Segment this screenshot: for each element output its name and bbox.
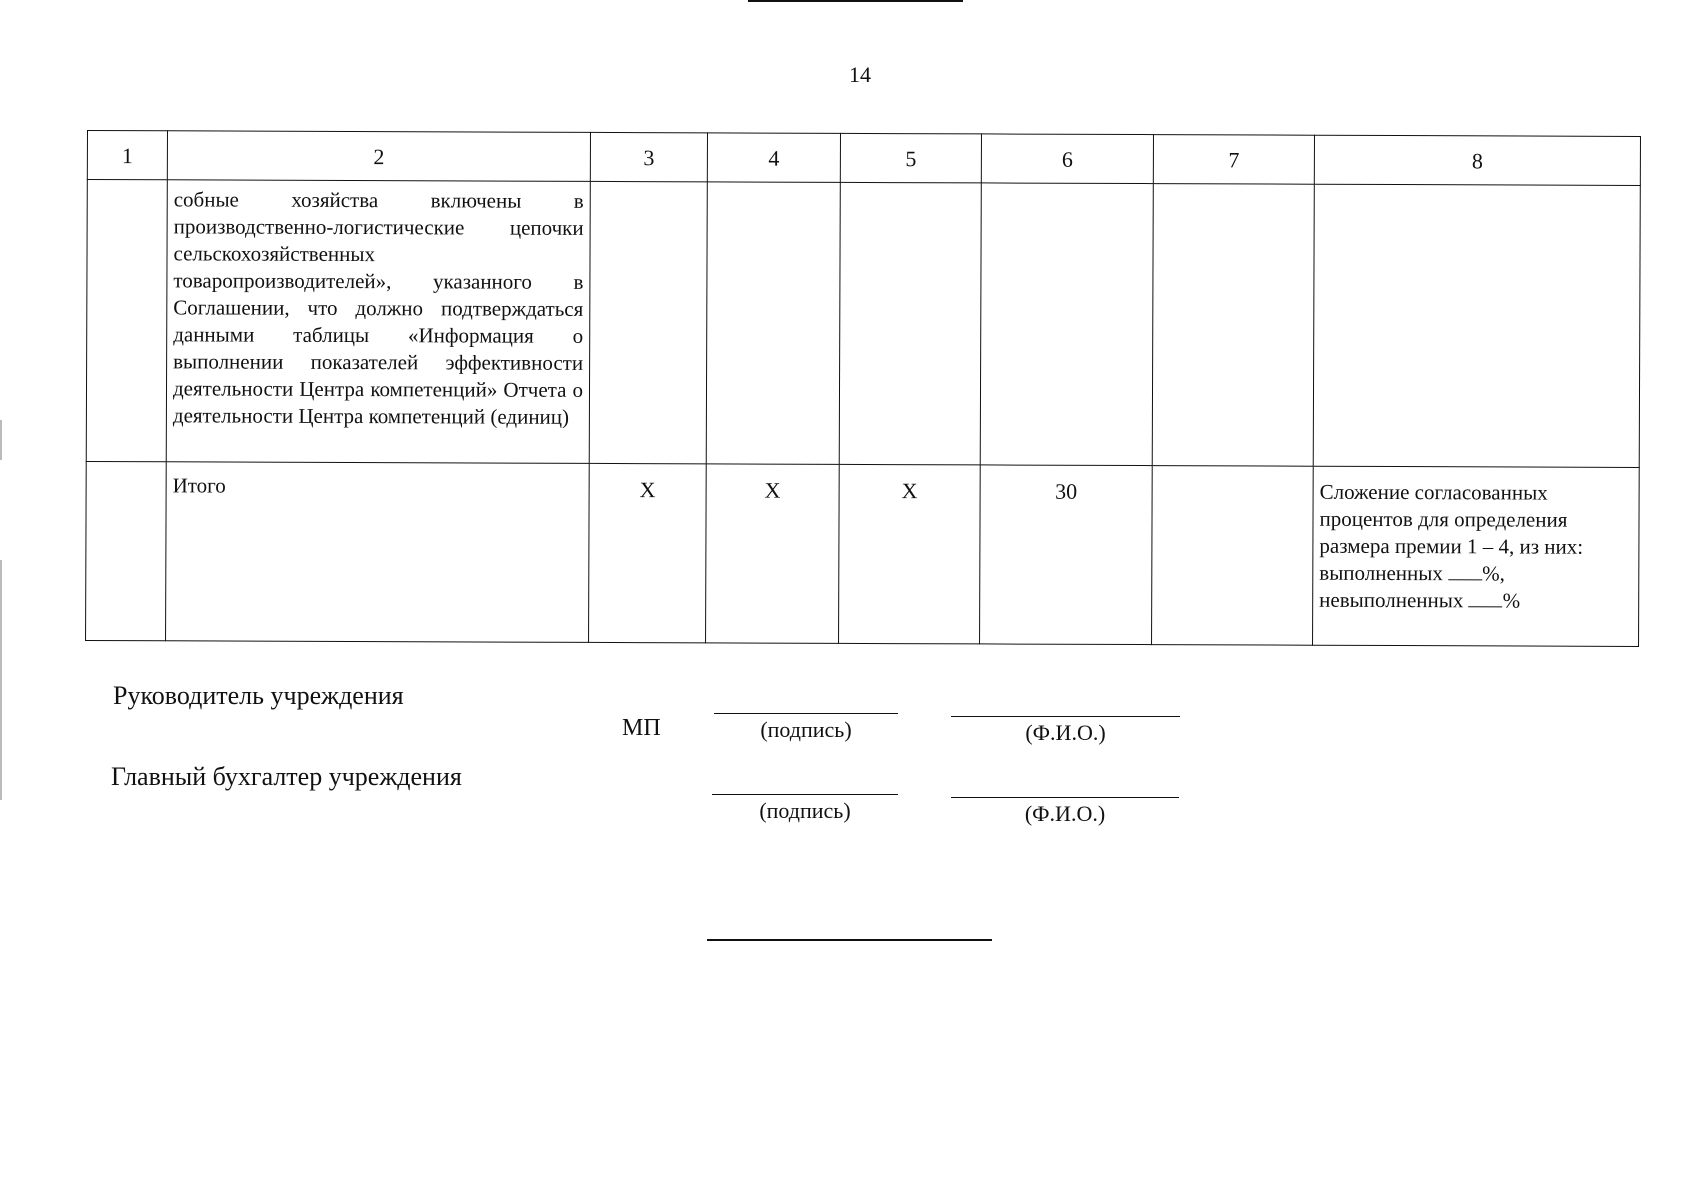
total-col4: Х (706, 464, 840, 644)
chief-accountant-label: Главный бухгалтер учреждения (111, 762, 462, 791)
total-col7 (1152, 466, 1314, 646)
header-cell-8: 8 (1314, 135, 1640, 185)
not-completed-percent-blank (1469, 588, 1503, 607)
cell-col5 (839, 182, 981, 465)
header-cell-2: 2 (167, 131, 590, 182)
cell-number (86, 180, 167, 462)
cell-indicator-description: собные хозяйства включены в производственно-логистические цепочки сельскохозяйственных товаропроизводителей», указанного в Соглашении, что должно подтверждаться данными таблицы «Информация о выполнении показателей эффективности деятельности Центра компетенций» Отчета о деятельности Центра компетенций (единиц) (166, 180, 590, 464)
total-label: Итого (166, 462, 590, 643)
total-cell-number (86, 461, 167, 640)
total-note-text: Сложение согласованных процентов для определения размера премии 1 – 4, из них: (1319, 479, 1584, 559)
scan-edge-mark (0, 560, 2, 800)
head-signature-caption: (подпись) (760, 717, 852, 742)
header-cell-6: 6 (981, 134, 1153, 184)
completed-percent-suffix: %, (1482, 561, 1505, 586)
cell-col6 (980, 183, 1153, 466)
not-completed-percent-suffix: % (1502, 588, 1521, 613)
scan-edge-mark (0, 420, 2, 460)
completed-label: выполненных (1319, 560, 1443, 586)
accountant-name-line (951, 797, 1179, 798)
table-row-indicator (86, 180, 1640, 468)
total-note-cell (1313, 466, 1640, 646)
total-col3: Х (589, 463, 707, 642)
header-cell-4: 4 (707, 133, 840, 183)
completed-percent-blank (1448, 561, 1482, 580)
cell-col7 (1152, 184, 1314, 467)
cell-col8 (1313, 184, 1640, 467)
cell-col4 (706, 182, 840, 465)
total-col6: 30 (980, 465, 1153, 645)
accountant-signature-line (712, 794, 898, 795)
stamp-placeholder: МП (622, 715, 661, 741)
cell-col3 (589, 181, 707, 463)
head-signature-line (714, 713, 898, 714)
top-separator-line (748, 0, 963, 2)
not-completed-label: невыполненных (1319, 587, 1464, 613)
accountant-name-caption: (Ф.И.О.) (1024, 801, 1106, 826)
header-cell-1: 1 (87, 131, 167, 180)
bottom-separator-line (707, 939, 992, 941)
header-cell-5: 5 (840, 133, 981, 183)
header-cell-3: 3 (590, 132, 707, 181)
table-row-total (86, 461, 1640, 646)
table-header-row (87, 131, 1640, 186)
head-of-institution-label: Руководитель учреждения (113, 681, 404, 710)
head-name-caption: (Ф.И.О.) (1025, 720, 1106, 745)
head-name-line (951, 716, 1180, 717)
page-number: 14 (849, 62, 871, 87)
header-cell-7: 7 (1153, 135, 1314, 185)
total-col5: Х (839, 464, 981, 644)
accountant-signature-caption: (подпись) (759, 798, 851, 823)
report-table-wrapper (85, 130, 1640, 647)
report-table (85, 130, 1641, 647)
